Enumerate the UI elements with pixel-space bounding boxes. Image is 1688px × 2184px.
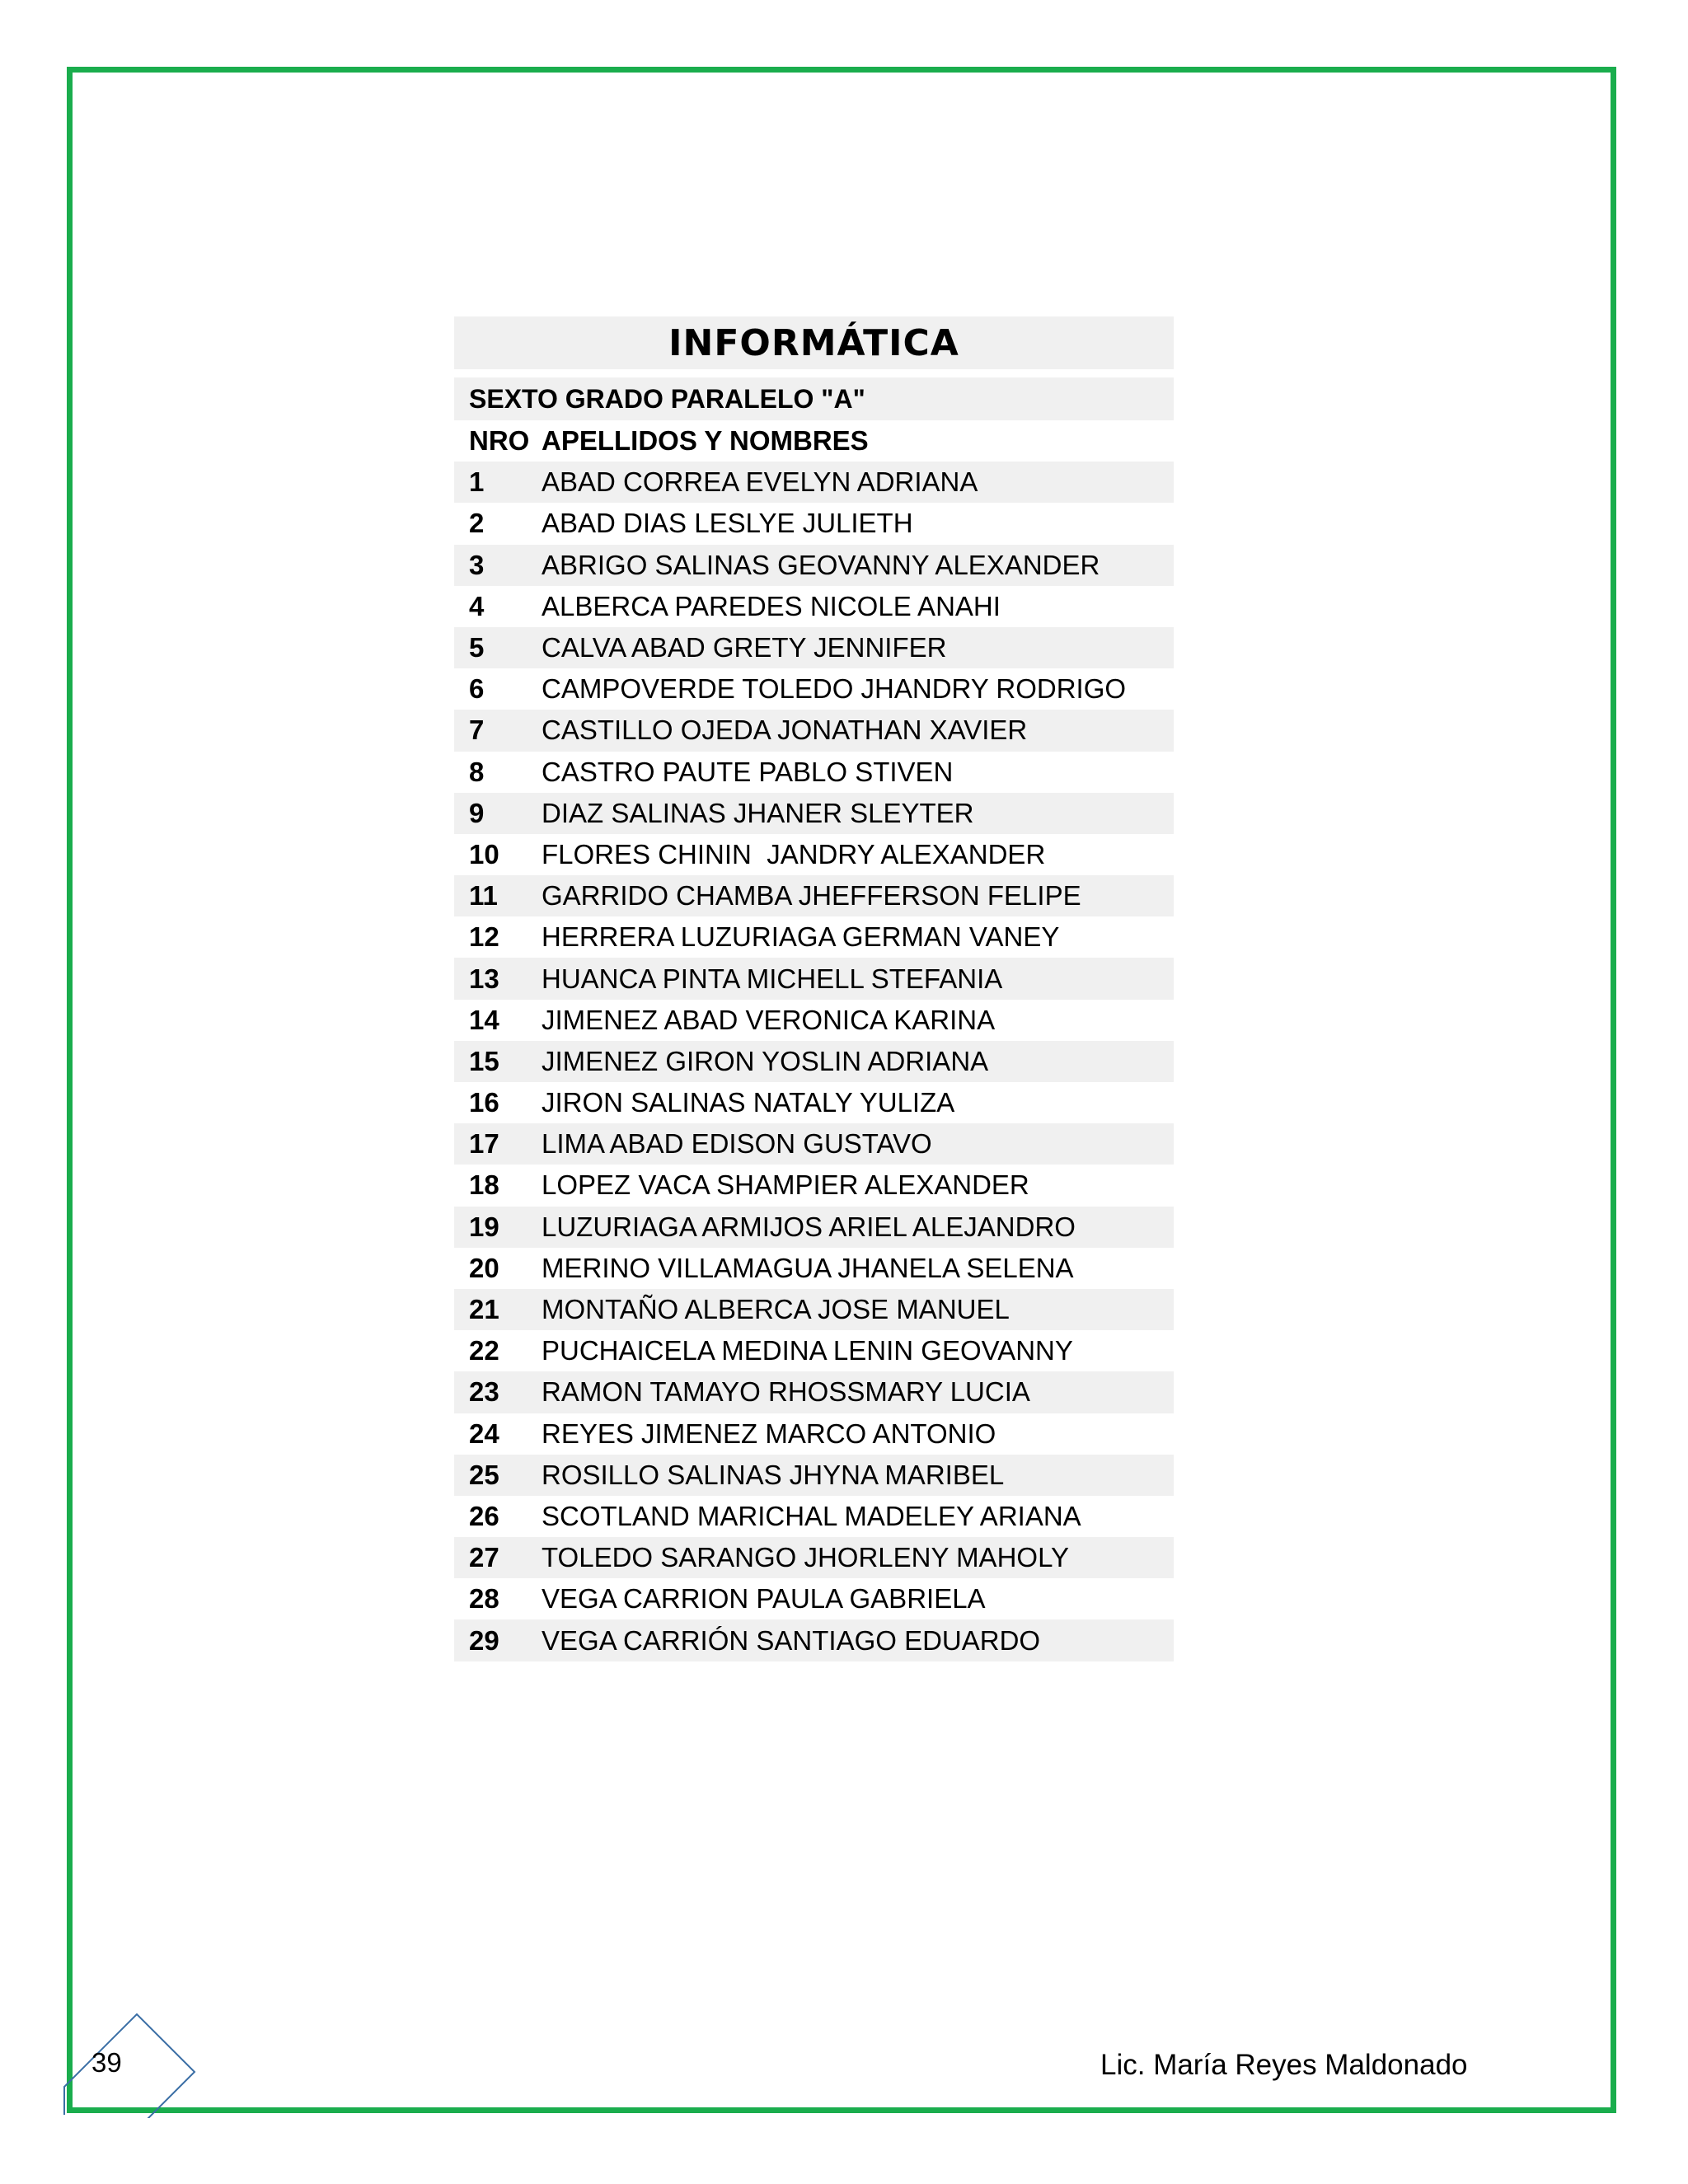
student-name: RAMON TAMAYO RHOSSMARY LUCIA — [542, 1376, 1030, 1408]
student-number: 12 — [469, 921, 499, 953]
table-row — [454, 875, 1174, 916]
student-number: 15 — [469, 1045, 499, 1076]
student-name: LUZURIAGA ARMIJOS ARIEL ALEJANDRO — [542, 1211, 1076, 1242]
student-list — [454, 316, 1174, 1661]
table-row — [454, 1330, 1174, 1371]
table-row — [454, 1578, 1174, 1619]
table-row — [454, 1123, 1174, 1165]
student-name: TOLEDO SARANGO JHORLENY MAHOLY — [542, 1542, 1069, 1573]
student-number: 27 — [469, 1542, 499, 1573]
student-number: 10 — [469, 838, 499, 869]
student-name: REYES JIMENEZ MARCO ANTONIO — [542, 1418, 996, 1449]
page-corner-diamond-icon — [61, 1978, 201, 2118]
student-number: 28 — [469, 1583, 499, 1615]
student-number: 22 — [469, 1335, 499, 1366]
student-number: 25 — [469, 1459, 499, 1490]
student-name: HERRERA LUZURIAGA GERMAN VANEY — [542, 921, 1060, 953]
student-name: LOPEZ VACA SHAMPIER ALEXANDER — [542, 1169, 1029, 1201]
student-number: 4 — [469, 590, 485, 621]
table-row — [454, 1289, 1174, 1330]
student-number: 5 — [469, 632, 485, 663]
student-name: GARRIDO CHAMBA JHEFFERSON FELIPE — [542, 880, 1081, 912]
table-row — [454, 1371, 1174, 1413]
table-row — [454, 1413, 1174, 1455]
column-header-nro: NRO — [469, 425, 530, 457]
student-name: ABAD DIAS LESLYE JULIETH — [542, 508, 913, 539]
table-row — [454, 1041, 1174, 1082]
student-number: 17 — [469, 1128, 499, 1160]
student-name: CALVA ABAD GRETY JENNIFER — [542, 632, 947, 663]
student-number: 19 — [469, 1211, 499, 1242]
grade-subtitle: SEXTO GRADO PARALELO "A" — [454, 377, 1174, 420]
student-number: 11 — [469, 880, 498, 912]
student-number: 8 — [469, 756, 485, 787]
table-row — [454, 710, 1174, 751]
student-number: 3 — [469, 549, 485, 580]
student-number: 18 — [469, 1169, 499, 1201]
table-row — [454, 1496, 1174, 1537]
table-row — [454, 1165, 1174, 1206]
student-name: JIMENEZ GIRON YOSLIN ADRIANA — [542, 1045, 989, 1076]
student-number: 2 — [469, 508, 485, 539]
student-name: VEGA CARRIÓN SANTIAGO EDUARDO — [542, 1624, 1041, 1656]
list-title: INFORMÁTICA — [454, 316, 1174, 369]
table-row — [454, 1248, 1174, 1289]
table-body — [454, 462, 1174, 1661]
student-number: 20 — [469, 1252, 499, 1283]
page-number: 39 — [91, 2047, 122, 2078]
student-number: 1 — [469, 466, 485, 498]
student-number: 29 — [469, 1624, 499, 1656]
table-row — [454, 668, 1174, 710]
table-row — [454, 627, 1174, 668]
table-row — [454, 462, 1174, 503]
student-name: JIRON SALINAS NATALY YULIZA — [542, 1087, 955, 1118]
student-number: 24 — [469, 1418, 499, 1449]
student-name: ALBERCA PAREDES NICOLE ANAHI — [542, 590, 1001, 621]
student-name: LIMA ABAD EDISON GUSTAVO — [542, 1128, 932, 1160]
table-row — [454, 958, 1174, 999]
table-row — [454, 916, 1174, 958]
column-header-name: APELLIDOS Y NOMBRES — [542, 425, 869, 457]
student-name: VEGA CARRION PAULA GABRIELA — [542, 1583, 986, 1615]
student-number: 14 — [469, 1004, 499, 1035]
student-number: 23 — [469, 1376, 499, 1408]
student-name: CASTILLO OJEDA JONATHAN XAVIER — [542, 715, 1028, 746]
table-row — [454, 752, 1174, 793]
table-row — [454, 1619, 1174, 1661]
table-row — [454, 1537, 1174, 1578]
table-row — [454, 1082, 1174, 1123]
table-row — [454, 834, 1174, 875]
student-name: ROSILLO SALINAS JHYNA MARIBEL — [542, 1459, 1005, 1490]
student-name: MERINO VILLAMAGUA JHANELA SELENA — [542, 1252, 1074, 1283]
student-number: 9 — [469, 797, 485, 828]
table-row — [454, 1455, 1174, 1496]
table-row — [454, 1207, 1174, 1248]
student-name: HUANCA PINTA MICHELL STEFANIA — [542, 963, 1003, 994]
student-number: 13 — [469, 963, 499, 994]
student-number: 26 — [469, 1500, 499, 1531]
student-name: DIAZ SALINAS JHANER SLEYTER — [542, 797, 974, 828]
student-number: 21 — [469, 1294, 499, 1325]
student-name: CAMPOVERDE TOLEDO JHANDRY RODRIGO — [542, 673, 1127, 705]
student-name: PUCHAICELA MEDINA LENIN GEOVANNY — [542, 1335, 1073, 1366]
student-number: 6 — [469, 673, 485, 705]
student-number: 7 — [469, 715, 485, 746]
table-row — [454, 503, 1174, 544]
student-name: JIMENEZ ABAD VERONICA KARINA — [542, 1004, 996, 1035]
table-row — [454, 793, 1174, 834]
table-header — [454, 420, 1174, 462]
student-name: CASTRO PAUTE PABLO STIVEN — [542, 756, 954, 787]
student-name: FLORES CHININ JANDRY ALEXANDER — [542, 838, 1046, 869]
student-name: ABRIGO SALINAS GEOVANNY ALEXANDER — [542, 549, 1100, 580]
student-number: 16 — [469, 1087, 499, 1118]
footer-author: Lic. María Reyes Maldonado — [1100, 2049, 1468, 2081]
table-row — [454, 586, 1174, 627]
student-name: SCOTLAND MARICHAL MADELEY ARIANA — [542, 1500, 1081, 1531]
student-name: MONTAÑO ALBERCA JOSE MANUEL — [542, 1294, 1010, 1325]
table-row — [454, 545, 1174, 586]
student-name: ABAD CORREA EVELYN ADRIANA — [542, 466, 978, 498]
table-row — [454, 1000, 1174, 1041]
